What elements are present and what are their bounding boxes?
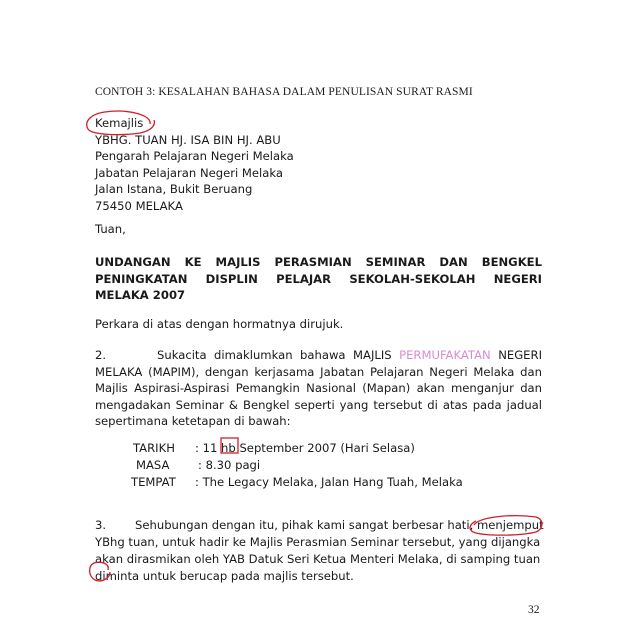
paragraph-line: akan dirasmikan oleh YAB Datuk Seri Ketua Menteri Melaka, di samping tuan (95, 552, 541, 566)
paragraph-line: MELAKA (MAPIM), dengan kerjasama Jabatan Pelajaran Negeri Melaka dan (95, 364, 542, 379)
paragraph-line (95, 568, 542, 585)
paragraph-line: Majlis Aspirasi-Aspirasi Pemangkin Nasional (Mapan) akan menganjur dan (95, 381, 542, 395)
schedule-value (195, 440, 415, 457)
paragraph-2 (95, 347, 542, 430)
paragraph-line (95, 517, 542, 534)
paragraph-line: mengadakan Seminar & Bengkel seperti yang tersebut di atas pada jadual (95, 397, 542, 412)
address-line: Pengarah Pelajaran Negeri Melaka (95, 149, 294, 163)
marked-word: hb (221, 441, 236, 455)
paragraph-text: minta untuk berucap pada majlis tersebut. (105, 569, 354, 583)
schedule-value: : 8.30 pagi (198, 458, 261, 472)
schedule-value: : The Legacy Melaka, Jalan Hang Tuah, Melaka (195, 475, 463, 489)
paragraph-number: 3. (95, 518, 107, 532)
marked-word: menjemput (476, 518, 544, 532)
subject-line: MELAKA 2007 (95, 288, 186, 302)
subject-line: UNDANGAN KE MAJLIS PERASMIAN SEMINAR DAN BENGKEL (95, 255, 542, 269)
document-heading: CONTOH 3: KESALAHAN BAHASA DALAM PENULISAN SURAT RASMI (95, 86, 473, 98)
page-number: 32 (528, 604, 540, 616)
address-line: YBHG. TUAN HJ. ISA BIN HJ. ABU (95, 132, 281, 147)
reference-line: Perkara di atas dengan hormatnya dirujuk. (95, 317, 344, 331)
schedule-label: MASA (136, 458, 170, 472)
recipient-address (95, 115, 294, 214)
date-day: : 11 (195, 441, 218, 455)
address-line: Jalan Istana, Bukit Beruang (95, 182, 253, 196)
subject-line: PENINGKATAN DISPLIN PELAJAR SEKOLAH-SEKOLAH NEGERI (95, 271, 542, 286)
letter-subject (95, 254, 542, 304)
address-line: Jabatan Pelajaran Negeri Melaka (95, 165, 283, 180)
marked-word: di (95, 569, 106, 583)
paragraph-text: Sehubungan dengan itu, pihak kami sangat berbesar hati, (135, 518, 474, 532)
address-line: Kemajlis (95, 116, 144, 130)
paragraph-number: 2. (95, 348, 107, 362)
schedule-label: TARIKH (133, 441, 175, 455)
paragraph-3 (95, 517, 542, 585)
paragraph-line: sepertimana ketetapan di bawah: (95, 414, 291, 428)
paragraph-line (95, 347, 542, 364)
paragraph-text: Sukacita dimaklumkan bahawa MAJLIS (157, 348, 392, 362)
salutation: Tuan, (95, 222, 126, 236)
address-line: 75450 MELAKA (95, 198, 183, 213)
highlighted-word: PERMUFAKATAN (399, 348, 491, 362)
paragraph-line: YBhg tuan, untuk hadir ke Majlis Perasmian Seminar tersebut, yang dijangka (95, 535, 541, 549)
date-rest: September 2007 (Hari Selasa) (239, 441, 415, 455)
paragraph-text: NEGERI (498, 348, 542, 362)
schedule-label: TEMPAT (131, 475, 176, 489)
